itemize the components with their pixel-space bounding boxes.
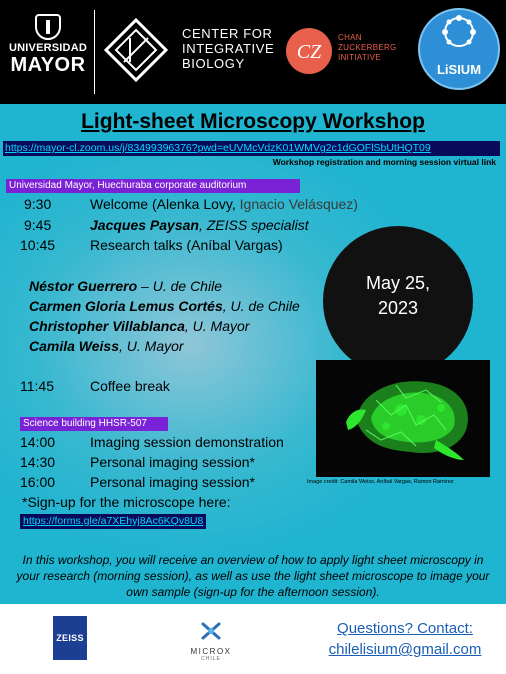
schedule-time: 11:45 <box>20 378 54 394</box>
schedule-time: 16:00 <box>20 474 56 490</box>
speaker-row: Camila Weiss, U. Mayor <box>29 338 184 354</box>
schedule-desc: Jacques Paysan, ZEISS specialist <box>90 217 309 233</box>
cib-line3: BIOLOGY <box>182 56 245 71</box>
czi-line3: INITIATIVE <box>338 53 381 62</box>
microx-x-icon <box>200 622 222 640</box>
schedule-desc: Research talks (Aníbal Vargas) <box>90 237 283 253</box>
date-line1: May 25, <box>365 273 431 293</box>
microscopy-specimen-image <box>316 360 490 477</box>
header-divider <box>94 10 95 94</box>
header-banner <box>0 0 506 104</box>
schedule-time: 10:45 <box>20 237 56 253</box>
footer <box>0 604 506 674</box>
contact-email-link[interactable]: chilelisium@gmail.com <box>328 641 482 658</box>
cib-line1: CENTER FOR <box>182 26 273 41</box>
schedule-desc: Personal imaging session* <box>90 454 255 470</box>
university-name-line1: UNIVERSIDAD <box>9 42 87 54</box>
date-line2: 2023 <box>377 298 419 318</box>
czi-logo-icon <box>286 28 332 74</box>
schedule-time: 14:30 <box>20 454 56 470</box>
cib-name <box>182 26 274 71</box>
signup-form-link[interactable]: https://forms.gle/a7XEhyj8Ac6KQv8U8 <box>20 514 206 529</box>
people-network-icon <box>420 10 498 60</box>
crest-icon <box>35 14 61 40</box>
image-credit: Image credit: Camila Weiss, Aníbal Vargas, Ramon Ramirez <box>307 479 454 485</box>
universidad-mayor-logo <box>8 12 88 92</box>
microx-subtitle: CHILE <box>201 656 221 662</box>
zoom-registration-link[interactable]: https://mayor-cl.zoom.us/j/83499396376?pwd=eUVMcVdzK01WMVg2c1dGOFlSbUtHQT09 <box>3 141 500 156</box>
schedule-time: 9:45 <box>24 217 52 233</box>
workshop-description: In this workshop, you will receive an overview of how to apply light sheet microscopy in your research (morning session), as well as use the light sheet microscope to image your own sample (sign-up for the afternoon session). <box>16 553 490 599</box>
schedule-desc: Imaging session demonstration <box>90 434 284 450</box>
speaker-row: Carmen Gloria Lemus Cortés, U. de Chile <box>29 298 300 314</box>
cib-diamond-icon <box>104 18 168 82</box>
workshop-flyer-body <box>0 104 506 604</box>
contact-block <box>310 618 500 660</box>
schedule-desc: Welcome (Alenka Lovy, Ignacio Velásquez) <box>90 196 358 212</box>
cib-line2: INTEGRATIVE <box>182 41 275 56</box>
workshop-title: Light-sheet Microscopy Workshop <box>81 110 425 133</box>
venue-morning: Universidad Mayor, Huechuraba corporate auditorium <box>6 179 300 193</box>
zeiss-logo: ZEISS <box>53 616 87 660</box>
signup-instructions: *Sign-up for the microscope here: <box>22 494 231 510</box>
lisium-logo <box>418 8 500 90</box>
speaker-row: Christopher Villablanca, U. Mayor <box>29 318 250 334</box>
event-date-badge <box>323 226 473 376</box>
czi-line2: ZUCKERBERG <box>338 43 397 52</box>
schedule-time: 14:00 <box>20 434 56 450</box>
microx-logo <box>186 622 236 662</box>
lisium-wordmark: LiSIUM <box>436 62 482 77</box>
venue-afternoon: Science building HHSR-507 <box>20 417 168 431</box>
schedule-time: 9:30 <box>24 196 52 212</box>
speaker-row: Néstor Guerrero – U. de Chile <box>29 278 222 294</box>
schedule-desc: Coffee break <box>90 378 170 394</box>
schedule-desc: Personal imaging session* <box>90 474 255 490</box>
microx-wordmark: MICROX <box>190 647 232 656</box>
czi-monogram: CZ <box>296 41 322 63</box>
zoom-link-note: Workshop registration and morning session virtual link <box>272 157 496 167</box>
czi-line1: CHAN <box>338 33 362 42</box>
speaker-name: Jacques Paysan <box>90 217 199 233</box>
university-name-line2: MAYOR <box>10 54 86 76</box>
contact-heading: Questions? Contact: <box>337 620 473 637</box>
czi-name <box>338 33 397 63</box>
